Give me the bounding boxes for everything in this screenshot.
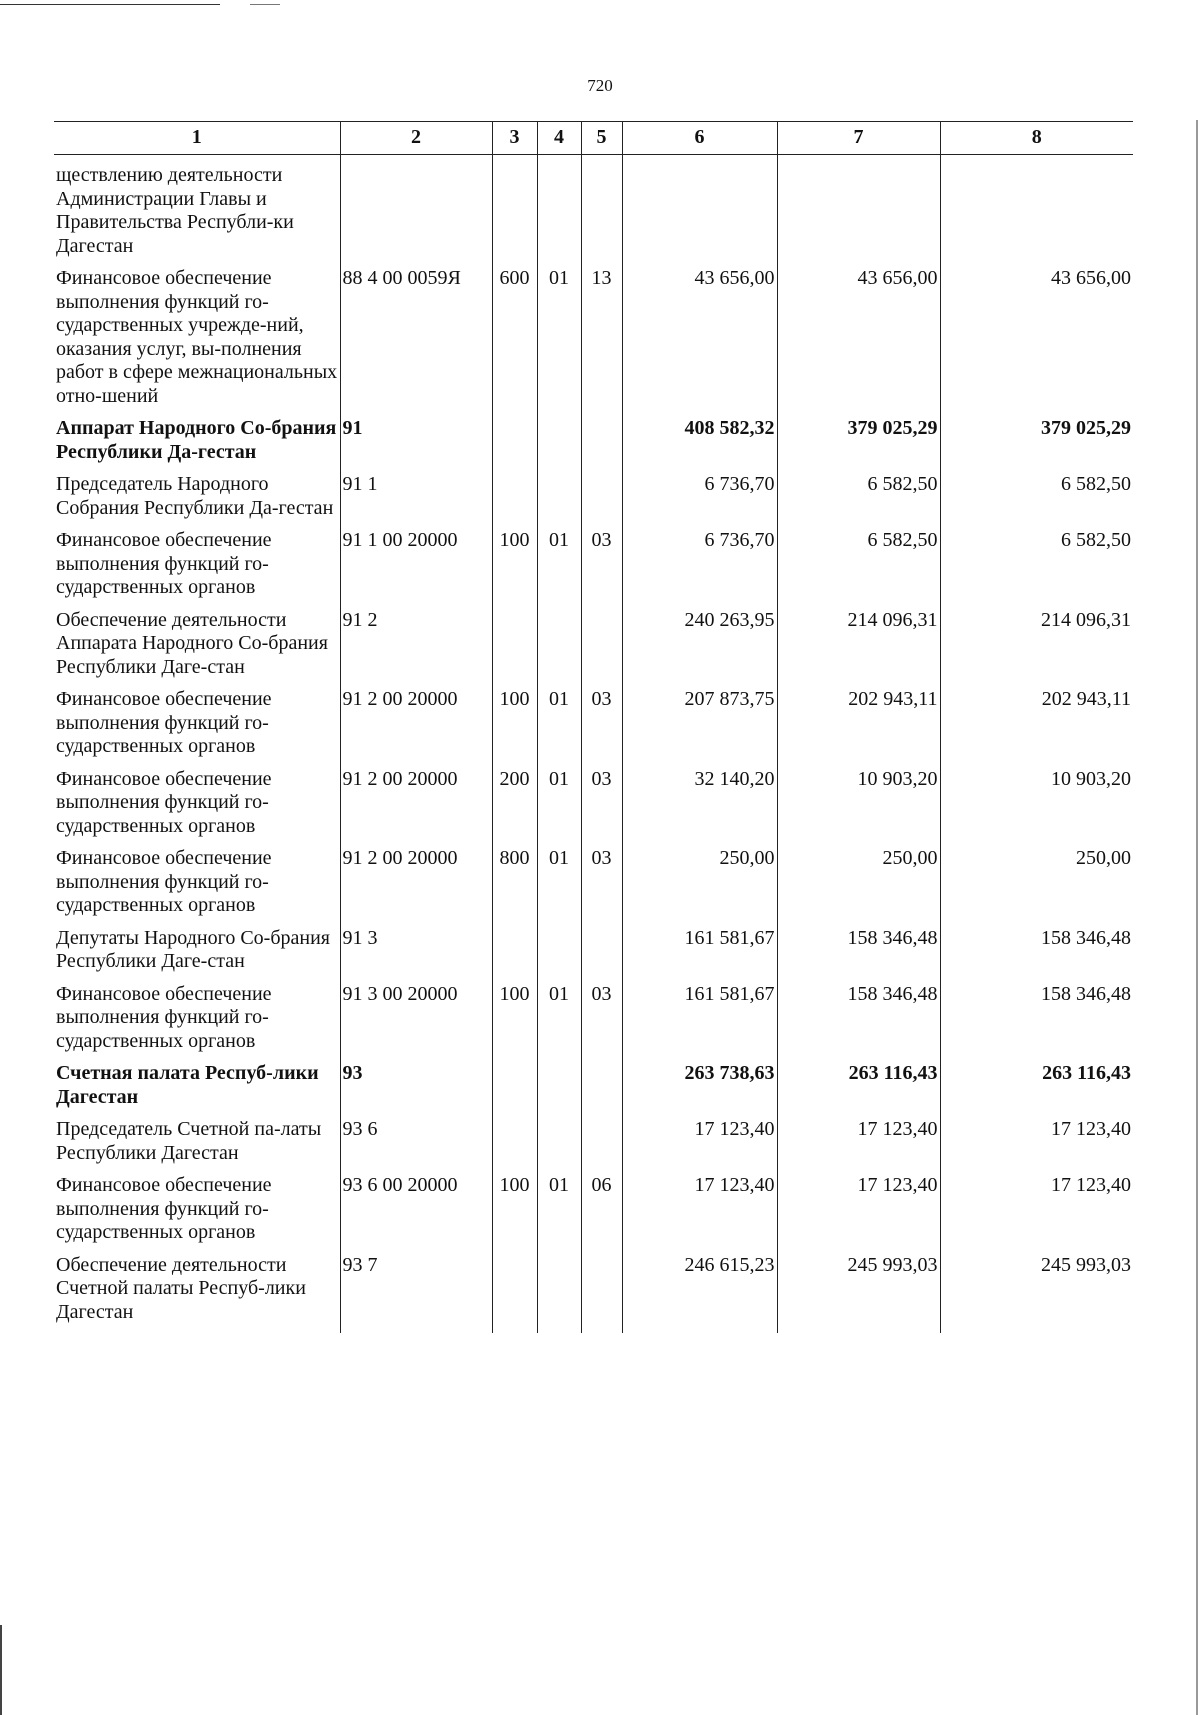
section-code [537,473,581,529]
scan-edge-bar [0,1625,2,1715]
row-name: Обеспечение деятельности Счетной палаты Респуб-лики Дагестан [56,1253,306,1323]
table-row [54,847,1133,927]
section-code: 01 [537,983,581,1063]
column-header: 3 [492,122,537,155]
amount-col-8: 43 656,00 [940,267,1133,417]
budget-code: 93 [340,1062,492,1118]
amount-col-8: 214 096,31 [940,609,1133,689]
amount-col-7 [777,155,940,268]
amount-col-8: 379 025,29 [940,417,1133,473]
subsection-code [581,473,622,529]
subsection-code [581,927,622,983]
table-row [54,609,1133,689]
amount-col-6: 17 123,40 [622,1118,777,1174]
section-code: 01 [537,529,581,609]
column-header: 2 [340,122,492,155]
amount-col-7: 214 096,31 [777,609,940,689]
row-name: Счетная палата Респуб-лики Дагестан [56,1062,319,1108]
column-header: 6 [622,122,777,155]
table-row [54,768,1133,848]
amount-col-7: 245 993,03 [777,1254,940,1334]
amount-col-7: 6 582,50 [777,529,940,609]
amount-col-6: 250,00 [622,847,777,927]
row-name: Финансовое обеспечение выполнения функций го-сударственных органов [56,529,272,598]
budget-code [340,155,492,268]
expense-type [492,417,537,473]
budget-code: 91 2 00 20000 [340,768,492,848]
amount-col-8: 6 582,50 [940,529,1133,609]
table-row [54,1118,1133,1174]
budget-code: 93 6 00 20000 [340,1174,492,1254]
row-name: Финансовое обеспечение выполнения функций го-сударственных органов [56,688,272,757]
subsection-code: 03 [581,529,622,609]
expense-type: 100 [492,1174,537,1254]
row-name: Аппарат Народного Со-брания Республики Да-гестан [56,417,337,463]
expense-type [492,1062,537,1118]
amount-col-6: 6 736,70 [622,529,777,609]
expense-type: 800 [492,847,537,927]
budget-code: 91 3 00 20000 [340,983,492,1063]
table-row [54,1254,1133,1334]
scan-edge-line [0,4,220,5]
amount-col-8: 263 116,43 [940,1062,1133,1118]
table-header-row [54,122,1133,155]
table-row [54,983,1133,1063]
expense-type [492,927,537,983]
amount-col-6: 6 736,70 [622,473,777,529]
amount-col-6: 240 263,95 [622,609,777,689]
column-header: 7 [777,122,940,155]
amount-col-6: 32 140,20 [622,768,777,848]
amount-col-6 [622,155,777,268]
amount-col-6: 246 615,23 [622,1254,777,1334]
amount-col-8: 158 346,48 [940,983,1133,1063]
expense-type: 100 [492,983,537,1063]
amount-col-7: 379 025,29 [777,417,940,473]
subsection-code: 13 [581,267,622,417]
section-code [537,609,581,689]
amount-col-7: 17 123,40 [777,1174,940,1254]
amount-col-7: 263 116,43 [777,1062,940,1118]
amount-col-6: 161 581,67 [622,983,777,1063]
column-header: 1 [54,122,340,155]
row-name: Председатель Счетной па-латы Республики Дагестан [56,1118,322,1164]
amount-col-7: 17 123,40 [777,1118,940,1174]
amount-col-8: 245 993,03 [940,1254,1133,1334]
amount-col-8: 202 943,11 [940,688,1133,768]
amount-col-7: 158 346,48 [777,927,940,983]
row-name: Финансовое обеспечение выполнения функций го-сударственных органов [56,847,272,916]
row-name: Депутаты Народного Со-брания Республики Даге-стан [56,926,330,972]
amount-col-8: 250,00 [940,847,1133,927]
subsection-code: 03 [581,688,622,768]
subsection-code [581,417,622,473]
expense-type [492,1254,537,1334]
row-name: Финансовое обеспечение выполнения функций го-сударственных учрежде-ний, оказания услуг, вы-полнения работ в сфере межнациональных отно-шений [56,267,338,407]
amount-col-8: 158 346,48 [940,927,1133,983]
section-code: 01 [537,768,581,848]
table-row [54,1174,1133,1254]
amount-col-7: 202 943,11 [777,688,940,768]
budget-code: 91 [340,417,492,473]
budget-code: 91 2 [340,609,492,689]
amount-col-8: 17 123,40 [940,1174,1133,1254]
budget-code: 88 4 00 0059Я [340,267,492,417]
expense-type [492,155,537,268]
amount-col-6: 161 581,67 [622,927,777,983]
scan-edge-bar [1196,120,1198,1715]
amount-col-8 [940,155,1133,268]
row-name: Обеспечение деятельности Аппарата Народного Со-брания Республики Даге-стан [56,608,328,678]
subsection-code [581,609,622,689]
table-row [54,927,1133,983]
subsection-code [581,1254,622,1334]
section-code: 01 [537,267,581,417]
amount-col-7: 43 656,00 [777,267,940,417]
amount-col-7: 250,00 [777,847,940,927]
table-row [54,155,1133,268]
amount-col-7: 158 346,48 [777,983,940,1063]
section-code: 01 [537,847,581,927]
budget-code: 91 1 00 20000 [340,529,492,609]
section-code [537,1062,581,1118]
row-name: Финансовое обеспечение выполнения функций го-сударственных органов [56,767,272,837]
amount-col-6: 43 656,00 [622,267,777,417]
budget-code: 91 2 00 20000 [340,688,492,768]
amount-col-8: 6 582,50 [940,473,1133,529]
expense-type: 100 [492,529,537,609]
budget-code: 91 3 [340,927,492,983]
table-row [54,417,1133,473]
section-code: 01 [537,688,581,768]
amount-col-6: 408 582,32 [622,417,777,473]
subsection-code: 03 [581,983,622,1063]
subsection-code: 03 [581,847,622,927]
amount-col-7: 10 903,20 [777,768,940,848]
budget-table [54,121,1133,1333]
subsection-code [581,155,622,268]
expense-type [492,1118,537,1174]
table-row [54,688,1133,768]
amount-col-6: 263 738,63 [622,1062,777,1118]
expense-type: 100 [492,688,537,768]
amount-col-6: 207 873,75 [622,688,777,768]
subsection-code [581,1118,622,1174]
expense-type: 600 [492,267,537,417]
page-number: 720 [587,76,613,95]
subsection-code [581,1062,622,1118]
section-code [537,927,581,983]
amount-col-6: 17 123,40 [622,1174,777,1254]
budget-code: 91 2 00 20000 [340,847,492,927]
amount-col-8: 17 123,40 [940,1118,1133,1174]
expense-type: 200 [492,768,537,848]
section-code [537,155,581,268]
table-row [54,529,1133,609]
scan-edge-line [250,4,280,5]
row-name: Финансовое обеспечение выполнения функций го-сударственных органов [56,982,272,1052]
section-code [537,1254,581,1334]
budget-code: 91 1 [340,473,492,529]
column-header: 5 [581,122,622,155]
column-header: 4 [537,122,581,155]
expense-type [492,609,537,689]
amount-col-7: 6 582,50 [777,473,940,529]
column-header: 8 [940,122,1133,155]
amount-col-8: 10 903,20 [940,768,1133,848]
table-row [54,1062,1133,1118]
section-code [537,1118,581,1174]
budget-code: 93 6 [340,1118,492,1174]
section-code: 01 [537,1174,581,1254]
section-code [537,417,581,473]
row-name: ществлению деятельности Администрации Главы и Правительства Республи-ки Дагестан [56,164,294,257]
row-name: Председатель Народного Собрания Республики Да-гестан [56,473,334,519]
expense-type [492,473,537,529]
table-row [54,473,1133,529]
subsection-code: 03 [581,768,622,848]
subsection-code: 06 [581,1174,622,1254]
budget-code: 93 7 [340,1254,492,1334]
table-row [54,267,1133,417]
row-name: Финансовое обеспечение выполнения функций го-сударственных органов [56,1174,272,1243]
